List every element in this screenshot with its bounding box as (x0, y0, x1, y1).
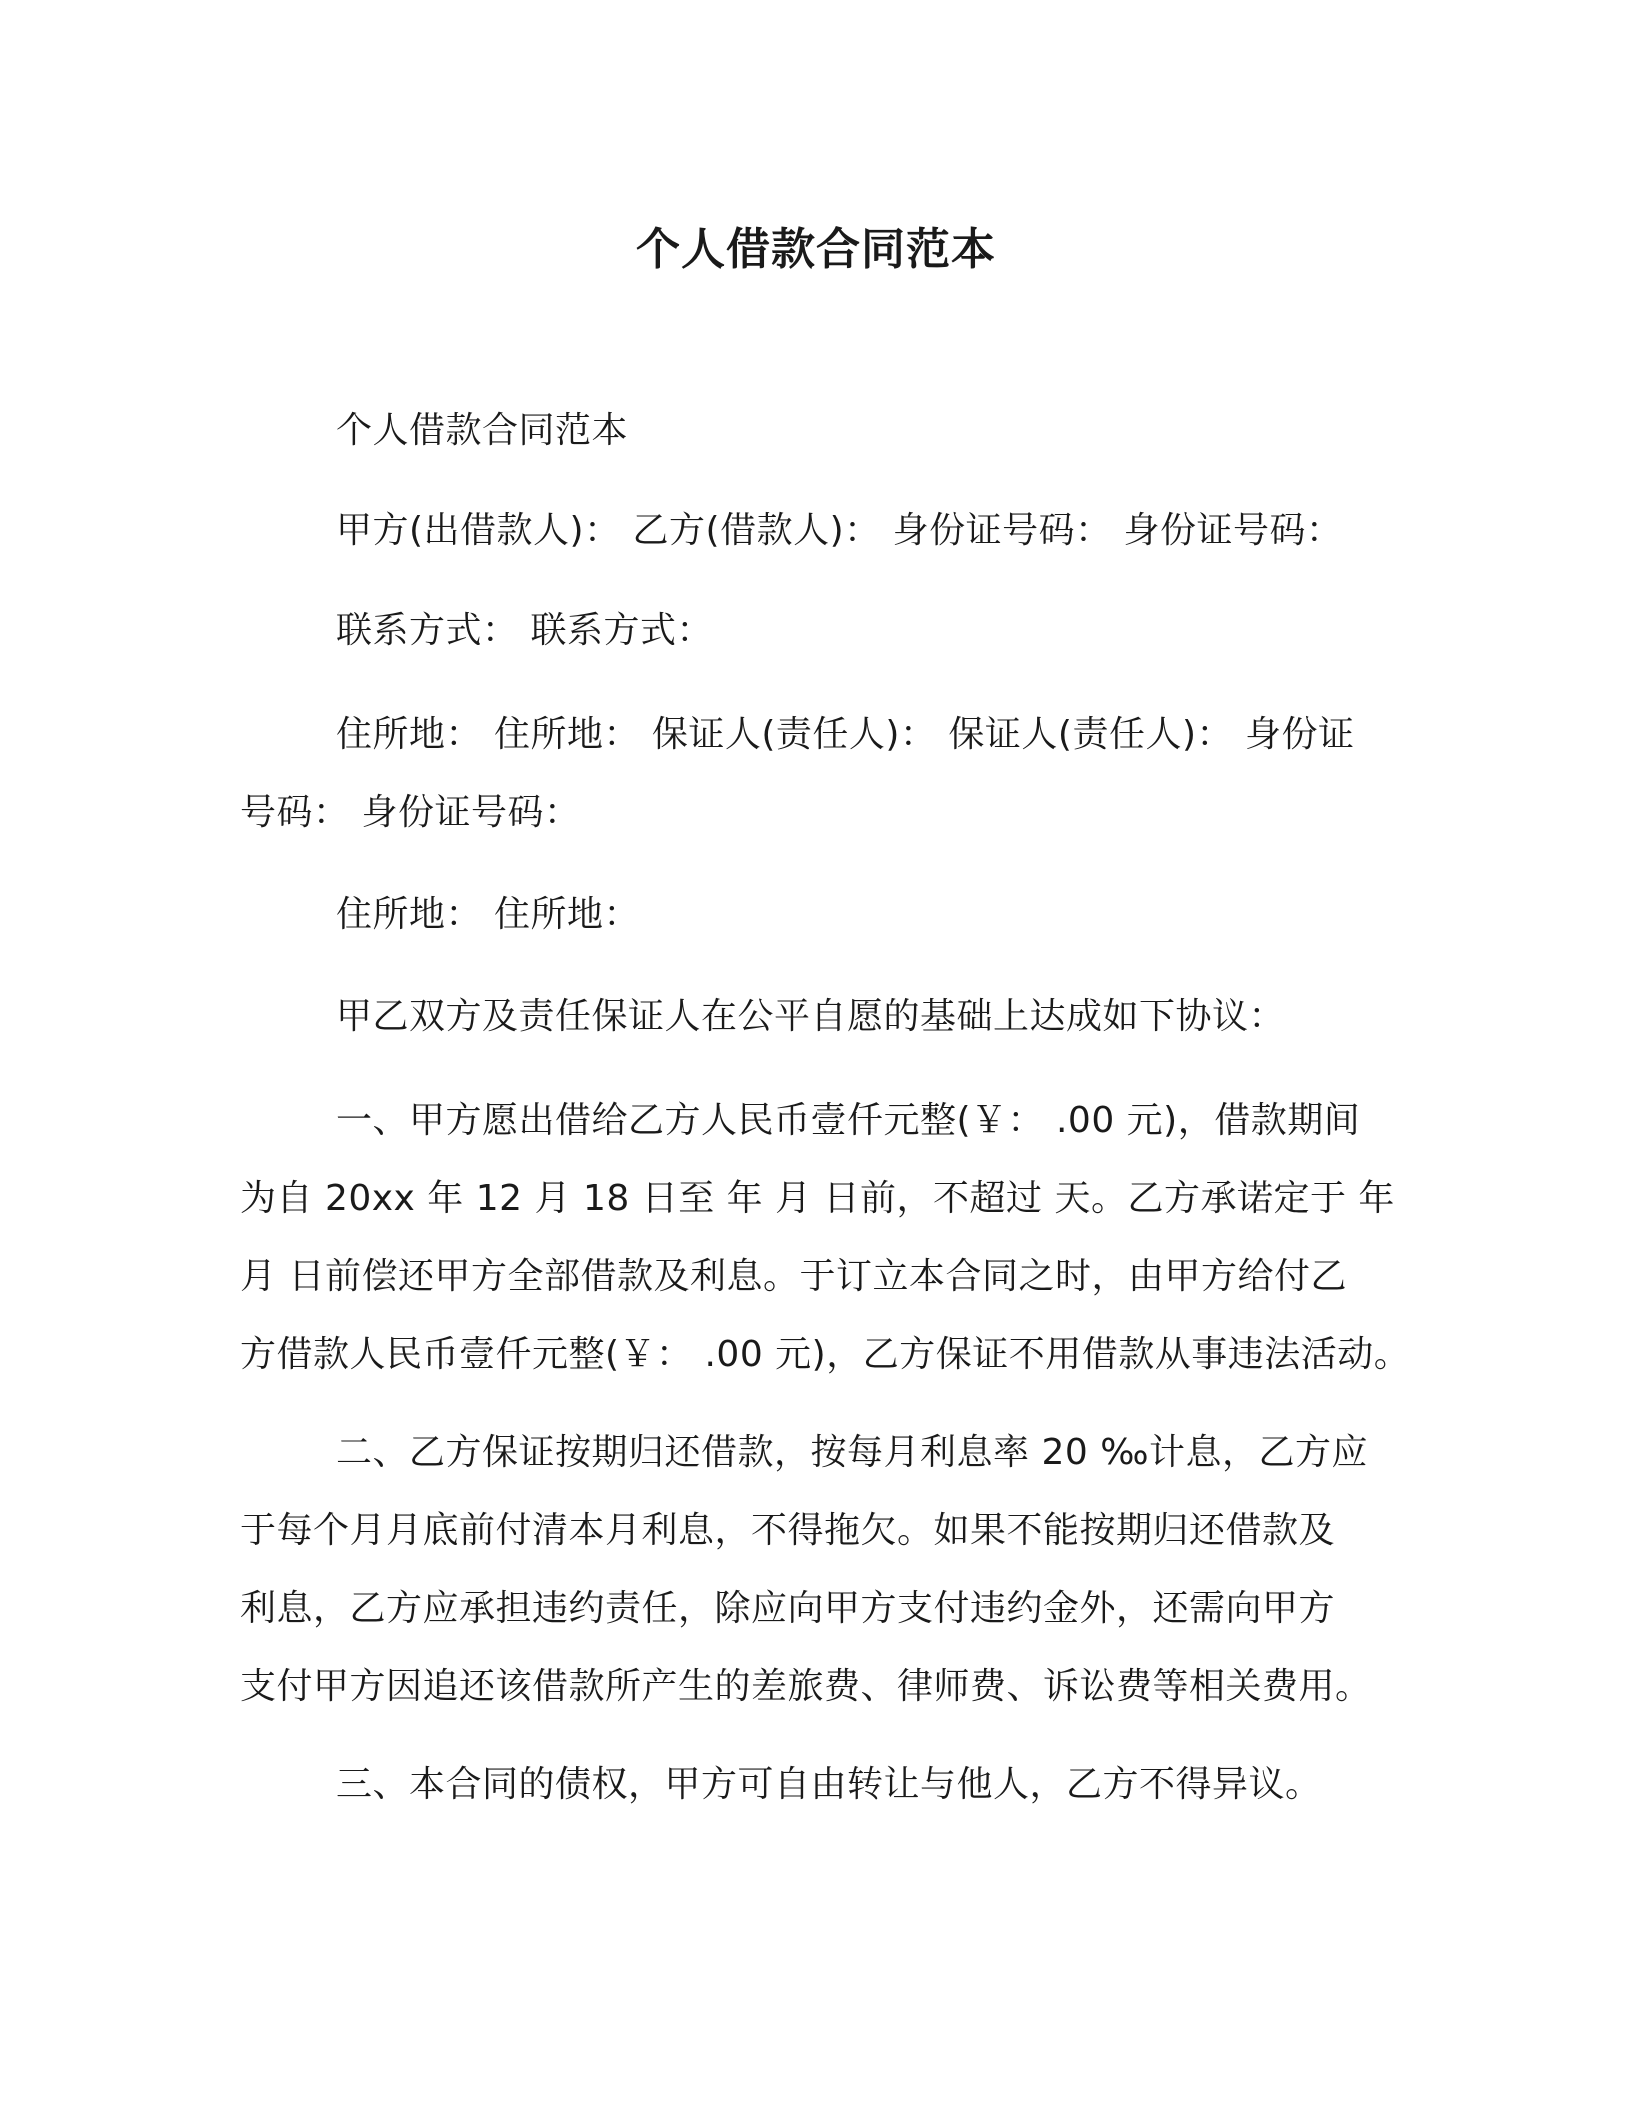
paragraph-line: 联系方式： 联系方式： (336, 610, 713, 651)
paragraph-line: 三、本合同的债权，甲方可自由转让与他人，乙方不得异议。 (336, 1764, 1322, 1805)
paragraph-line: 一、甲方愿出借给乙方人民币壹仟元整(￥： .00 元)，借款期间 (336, 1100, 1361, 1141)
paragraph-contact (240, 592, 1420, 670)
paragraph-line: 利息，乙方应承担违约责任，除应向甲方支付违约金外，还需向甲方 (240, 1588, 1336, 1629)
paragraph-clause-2 (240, 1414, 1420, 1726)
paragraph-subtitle (240, 392, 1420, 470)
paragraph-address-guarantor (240, 696, 1420, 852)
paragraph-line: 甲方(出借款人)： 乙方(借款人)： 身份证号码： 身份证号码： (336, 510, 1343, 551)
paragraph-line: 二、乙方保证按期归还借款，按每月利息率 20 ‰计息，乙方应 (336, 1432, 1369, 1473)
paragraph-line: 方借款人民币壹仟元整(￥： .00 元)，乙方保证不用借款从事违法活动。 (240, 1334, 1411, 1375)
paragraph-line: 住所地： 住所地： (336, 894, 640, 935)
paragraph-clause-1 (240, 1082, 1420, 1394)
paragraph-line: 月 日前偿还甲方全部借款及利息。于订立本合同之时，由甲方给付乙 (240, 1256, 1347, 1297)
paragraph-line: 支付甲方因追还该借款所产生的差旅费、律师费、诉讼费等相关费用。 (240, 1666, 1372, 1707)
paragraph-line: 于每个月月底前付清本月利息，不得拖欠。如果不能按期归还借款及 (240, 1510, 1336, 1551)
paragraph-line: 为自 20xx 年 12 月 18 日至 年 月 日前，不超过 天。乙方承诺定于 年 (240, 1178, 1395, 1219)
paragraph-line: 个人借款合同范本 (336, 410, 629, 451)
document-title: 个人借款合同范本 (636, 224, 996, 275)
paragraph-parties (240, 492, 1420, 570)
paragraph-line: 甲乙双方及责任保证人在公平自愿的基础上达成如下协议： (336, 996, 1286, 1037)
paragraph-address (240, 876, 1420, 954)
paragraph-line: 号码： 身份证号码： (240, 792, 581, 833)
paragraph-clause-3 (240, 1746, 1420, 1824)
paragraph-agreement-intro (240, 978, 1420, 1056)
paragraph-line: 住所地： 住所地： 保证人(责任人)： 保证人(责任人)： 身份证 (336, 714, 1355, 755)
